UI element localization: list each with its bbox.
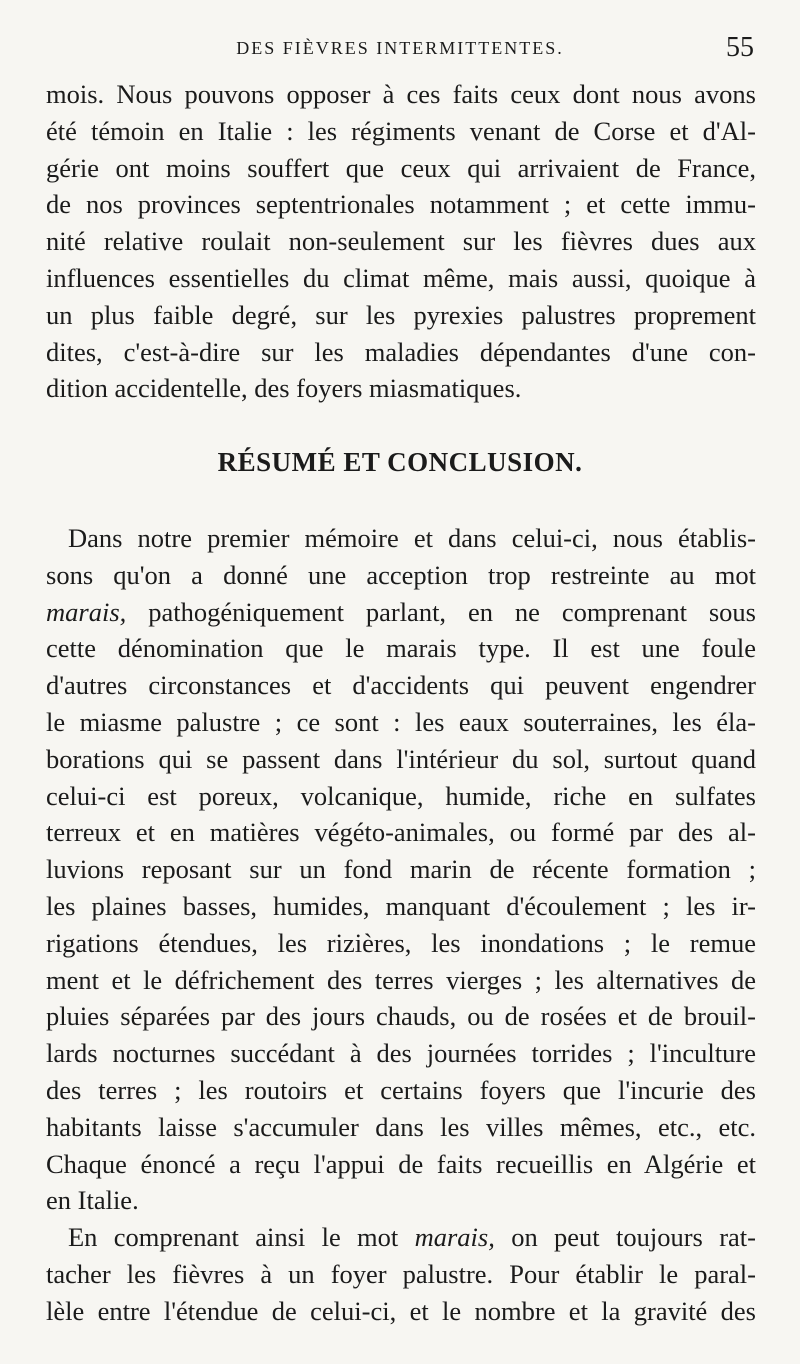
text-line: le miasme palustre ; ce sont : les eaux souterraines, les éla- bbox=[46, 706, 756, 737]
text-line: Dans notre premier mémoire et dans celui-ci, nous établis- bbox=[68, 523, 756, 553]
text-line: Chaque énoncé a reçu l'appui de faits recueillis en Algérie et bbox=[46, 1148, 756, 1179]
text-line: des terres ; les routoirs et certains foyers que l'incurie des bbox=[46, 1074, 756, 1105]
text-line: luvions reposant sur un fond marin de récente formation ; bbox=[46, 854, 756, 885]
paragraph-continued bbox=[46, 76, 756, 407]
text-line: tacher les fièvres à un foyer palustre. Pour établir le paral- bbox=[46, 1258, 756, 1289]
text-fragment: En comprenant ainsi le mot bbox=[68, 1222, 415, 1252]
text-line: influences essentielles du climat même, mais aussi, quoique à bbox=[46, 262, 756, 293]
text-line: été témoin en Italie : les régiments venant de Corse et d'Al- bbox=[46, 115, 756, 146]
text-line: mois. Nous pouvons opposer à ces faits ceux dont nous avons bbox=[46, 79, 756, 109]
text-line: dition accidentelle, des foyers miasmatiques. bbox=[46, 373, 522, 404]
text-line: sons qu'on a donné une acception trop restreinte au mot bbox=[46, 559, 756, 590]
text-line: celui-ci est poreux, volcanique, humide, riche en sulfates bbox=[46, 780, 756, 811]
text-line: les plaines basses, humides, manquant d'écoulement ; les ir- bbox=[46, 890, 756, 921]
text-line: gérie ont moins souffert que ceux qui arrivaient de France, bbox=[46, 152, 756, 183]
text-fragment: on peut toujours rat- bbox=[494, 1222, 756, 1252]
text-line bbox=[46, 1219, 756, 1256]
text-line: pluies séparées par des jours chauds, ou de rosées et de brouil- bbox=[46, 1001, 756, 1032]
text-line: dites, c'est-à-dire sur les maladies dépendantes d'une con- bbox=[46, 336, 756, 367]
text-fragment: pathogéniquement parlant, en ne comprenant sous bbox=[126, 596, 756, 627]
text-line: lards nocturnes succédant à des journées torrides ; l'inculture bbox=[46, 1038, 756, 1069]
paragraph-summary bbox=[46, 520, 756, 1219]
section-heading: RÉSUMÉ ET CONCLUSION. bbox=[217, 447, 583, 477]
text-line: un plus faible degré, sur les pyrexies palustres proprement bbox=[46, 299, 756, 330]
text-line: en Italie. bbox=[46, 1185, 139, 1216]
paragraph-following bbox=[46, 1219, 756, 1329]
italic-word: marais, bbox=[46, 596, 127, 627]
text-line: ment et le défrichement des terres vierges ; les alternatives de bbox=[46, 964, 756, 995]
italic-word: marais, bbox=[414, 1222, 495, 1252]
text-line: rigations étendues, les rizières, les inondations ; le remue bbox=[46, 927, 756, 958]
running-head bbox=[40, 28, 760, 68]
text-line bbox=[46, 594, 756, 631]
text-line: lèle entre l'étendue de celui-ci, et le nombre et la gravité des bbox=[46, 1295, 756, 1326]
text-line: terreux et en matières végéto-animales, ou formé par des al- bbox=[46, 817, 756, 848]
text-line: nité relative roulait non-seulement sur les fièvres dues aux bbox=[46, 226, 756, 257]
text-line: borations qui se passent dans l'intérieur du sol, surtout quand bbox=[46, 743, 756, 774]
text-line: de nos provinces septentrionales notamment ; et cette immu- bbox=[46, 189, 756, 220]
page-number: 55 bbox=[726, 32, 754, 63]
text-line: habitants laisse s'accumuler dans les villes mêmes, etc., etc. bbox=[46, 1111, 756, 1142]
running-title: DES FIÈVRES INTERMITTENTES. bbox=[236, 38, 564, 58]
text-line: d'autres circonstances et d'accidents qui peuvent engendrer bbox=[46, 670, 756, 701]
text-line: cette dénomination que le marais type. Il est une foule bbox=[46, 633, 756, 664]
